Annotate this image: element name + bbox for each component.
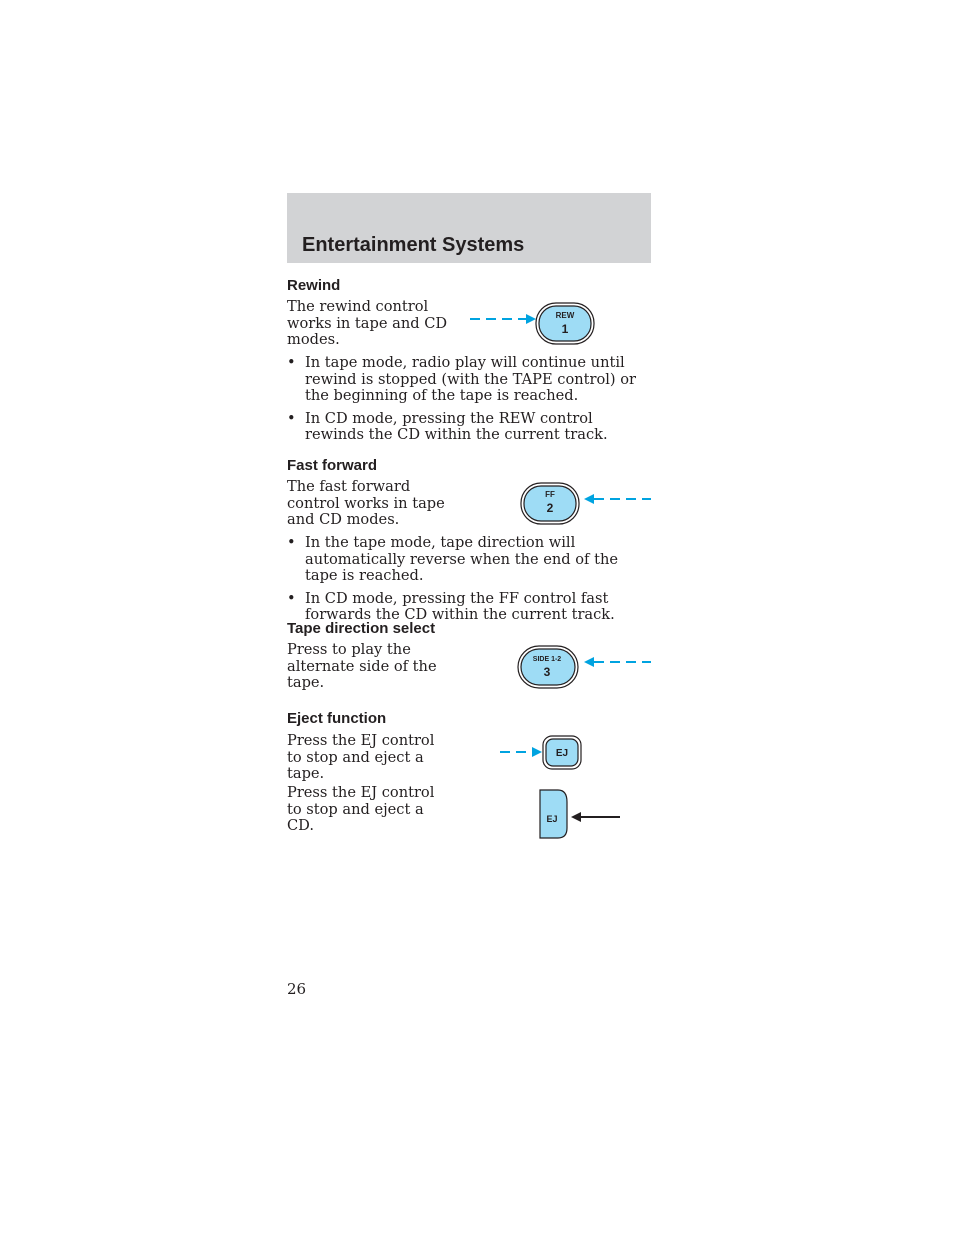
arrow-head-icon bbox=[526, 314, 536, 324]
eject-tape-figure bbox=[498, 735, 584, 771]
bullet-marker: • bbox=[287, 589, 296, 607]
rewind-button-label: REW bbox=[555, 311, 575, 320]
tape-direction-heading: Tape direction select bbox=[287, 620, 436, 637]
list-item: • In CD mode, pressing the REW control rewinds the CD within the current track. bbox=[287, 409, 608, 443]
fast-forward-bullet-list bbox=[287, 535, 653, 624]
rewind-button-figure bbox=[468, 302, 600, 346]
fast-forward-button-number: 2 bbox=[546, 501, 554, 515]
list-item: • In tape mode, radio play will continue until rewind is stopped (with the TAPE control) or the beginning of the tape is reached. bbox=[287, 354, 637, 404]
eject-tape-text: Press the EJ control to stop and eject a tape. bbox=[287, 732, 435, 782]
eject-tape-button-label: EJ bbox=[555, 748, 569, 759]
bullet-marker: • bbox=[287, 354, 296, 371]
list-item: • In the tape mode, tape direction will automatically reverse when the end of the tape is reached. bbox=[287, 534, 618, 584]
fast-forward-intro: The fast forward control works in tape and CD modes. bbox=[287, 478, 445, 528]
eject-heading: Eject function bbox=[287, 710, 387, 727]
arrow-head-icon bbox=[571, 812, 581, 822]
eject-cd-text: Press the EJ control to stop and eject a CD. bbox=[287, 784, 435, 834]
fast-forward-heading: Fast forward bbox=[287, 457, 378, 474]
bullet-marker: • bbox=[287, 409, 296, 427]
tape-direction-intro: Press to play the alternate side of the tape. bbox=[287, 641, 437, 691]
arrow-head-icon bbox=[584, 494, 594, 504]
tape-direction-button-figure bbox=[517, 645, 654, 689]
section-header-band bbox=[287, 193, 651, 263]
fast-forward-button-figure bbox=[520, 482, 654, 526]
rewind-bullet-list bbox=[287, 355, 653, 444]
eject-cd-figure bbox=[538, 788, 622, 840]
rewind-intro: The rewind control works in tape and CD modes. bbox=[287, 298, 448, 348]
rewind-heading: Rewind bbox=[287, 277, 341, 294]
side-button-number: 3 bbox=[543, 665, 551, 679]
rewind-button-number: 1 bbox=[561, 322, 569, 336]
bullet-marker: • bbox=[287, 534, 296, 551]
side-button-label: SIDE 1-2 bbox=[532, 656, 562, 663]
list-item: • In CD mode, pressing the FF control fast forwards the CD within the current track. bbox=[287, 589, 615, 623]
arrow-head-icon bbox=[532, 747, 542, 757]
section-title: Entertainment Systems bbox=[302, 234, 525, 256]
eject-cd-button-label: EJ bbox=[546, 814, 558, 824]
fast-forward-button-label: FF bbox=[545, 490, 555, 499]
page-number: 26 bbox=[287, 980, 307, 998]
arrow-head-icon bbox=[584, 657, 594, 667]
